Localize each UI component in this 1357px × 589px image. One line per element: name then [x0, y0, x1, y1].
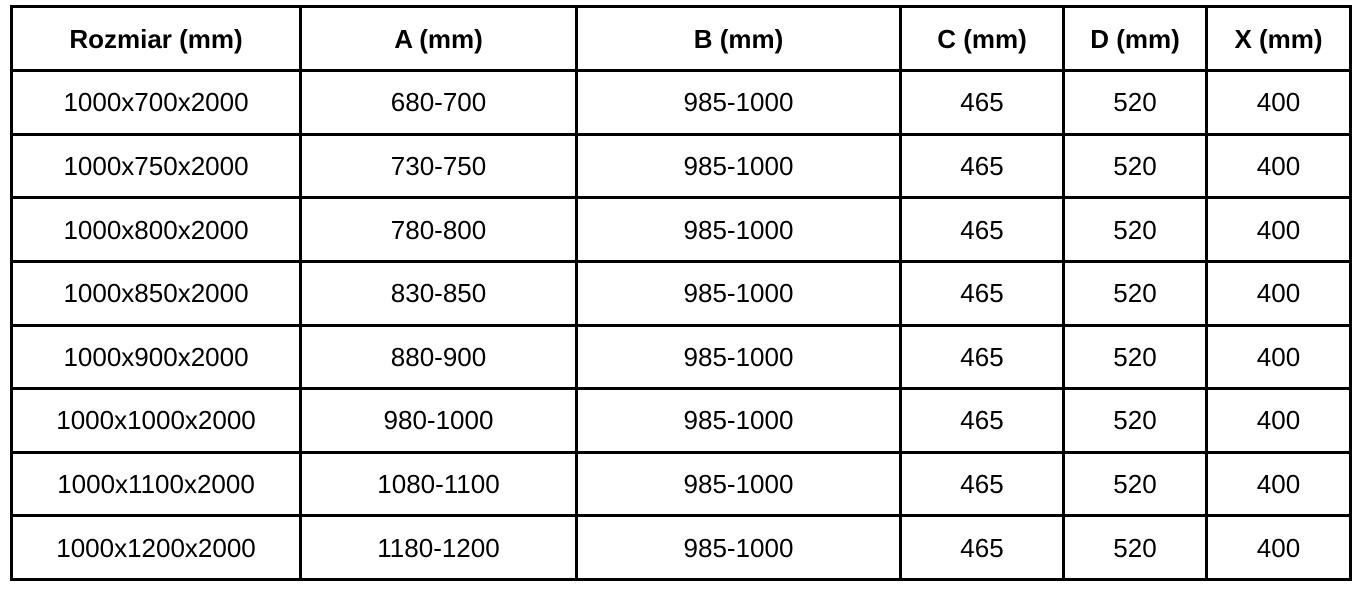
- table-row: [12, 516, 1351, 580]
- table-cell: 400: [1207, 452, 1351, 516]
- header-row: [12, 7, 1351, 71]
- table-cell: 520: [1064, 198, 1207, 262]
- table-cell: 520: [1064, 261, 1207, 325]
- table-cell: 465: [901, 198, 1064, 262]
- table-cell: 985-1000: [577, 389, 901, 453]
- table-cell: 465: [901, 516, 1064, 580]
- column-header-rozmiar: Rozmiar (mm): [12, 7, 301, 71]
- table-row: [12, 71, 1351, 135]
- size-spec-table: [10, 5, 1352, 581]
- table-cell: 985-1000: [577, 71, 901, 135]
- table-cell: 1000x1000x2000: [12, 389, 301, 453]
- table-cell: 980-1000: [301, 389, 577, 453]
- column-header-x: X (mm): [1207, 7, 1351, 71]
- table-cell: 1000x850x2000: [12, 261, 301, 325]
- table-cell: 400: [1207, 261, 1351, 325]
- table-row: [12, 198, 1351, 262]
- table-cell: 465: [901, 71, 1064, 135]
- table-cell: 465: [901, 389, 1064, 453]
- table-cell: 465: [901, 452, 1064, 516]
- table-row: [12, 261, 1351, 325]
- table-cell: 1000x1200x2000: [12, 516, 301, 580]
- table-cell: 985-1000: [577, 134, 901, 198]
- table-cell: 1180-1200: [301, 516, 577, 580]
- table-cell: 1000x700x2000: [12, 71, 301, 135]
- table-cell: 985-1000: [577, 452, 901, 516]
- table-cell: 680-700: [301, 71, 577, 135]
- table-cell: 520: [1064, 389, 1207, 453]
- column-header-b: B (mm): [577, 7, 901, 71]
- table-row: [12, 325, 1351, 389]
- table-cell: 1000x900x2000: [12, 325, 301, 389]
- table-cell: 985-1000: [577, 325, 901, 389]
- column-header-a: A (mm): [301, 7, 577, 71]
- table-cell: 880-900: [301, 325, 577, 389]
- table-cell: 465: [901, 134, 1064, 198]
- table-cell: 730-750: [301, 134, 577, 198]
- column-header-d: D (mm): [1064, 7, 1207, 71]
- table-cell: 985-1000: [577, 261, 901, 325]
- table-cell: 465: [901, 325, 1064, 389]
- table-row: [12, 134, 1351, 198]
- table-cell: 400: [1207, 71, 1351, 135]
- table-cell: 465: [901, 261, 1064, 325]
- table-cell: 1080-1100: [301, 452, 577, 516]
- table-cell: 400: [1207, 516, 1351, 580]
- table-cell: 1000x800x2000: [12, 198, 301, 262]
- table-cell: 400: [1207, 134, 1351, 198]
- table-cell: 400: [1207, 198, 1351, 262]
- table-cell: 400: [1207, 389, 1351, 453]
- table-cell: 830-850: [301, 261, 577, 325]
- table-cell: 780-800: [301, 198, 577, 262]
- table-cell: 520: [1064, 516, 1207, 580]
- table-row: [12, 452, 1351, 516]
- table-cell: 520: [1064, 325, 1207, 389]
- table-cell: 400: [1207, 325, 1351, 389]
- table-body: [12, 71, 1351, 580]
- table-cell: 985-1000: [577, 198, 901, 262]
- table-cell: 1000x750x2000: [12, 134, 301, 198]
- column-header-c: C (mm): [901, 7, 1064, 71]
- table-cell: 985-1000: [577, 516, 901, 580]
- table-row: [12, 389, 1351, 453]
- table-header: [12, 7, 1351, 71]
- table-cell: 520: [1064, 452, 1207, 516]
- table-cell: 520: [1064, 71, 1207, 135]
- table-cell: 520: [1064, 134, 1207, 198]
- table-cell: 1000x1100x2000: [12, 452, 301, 516]
